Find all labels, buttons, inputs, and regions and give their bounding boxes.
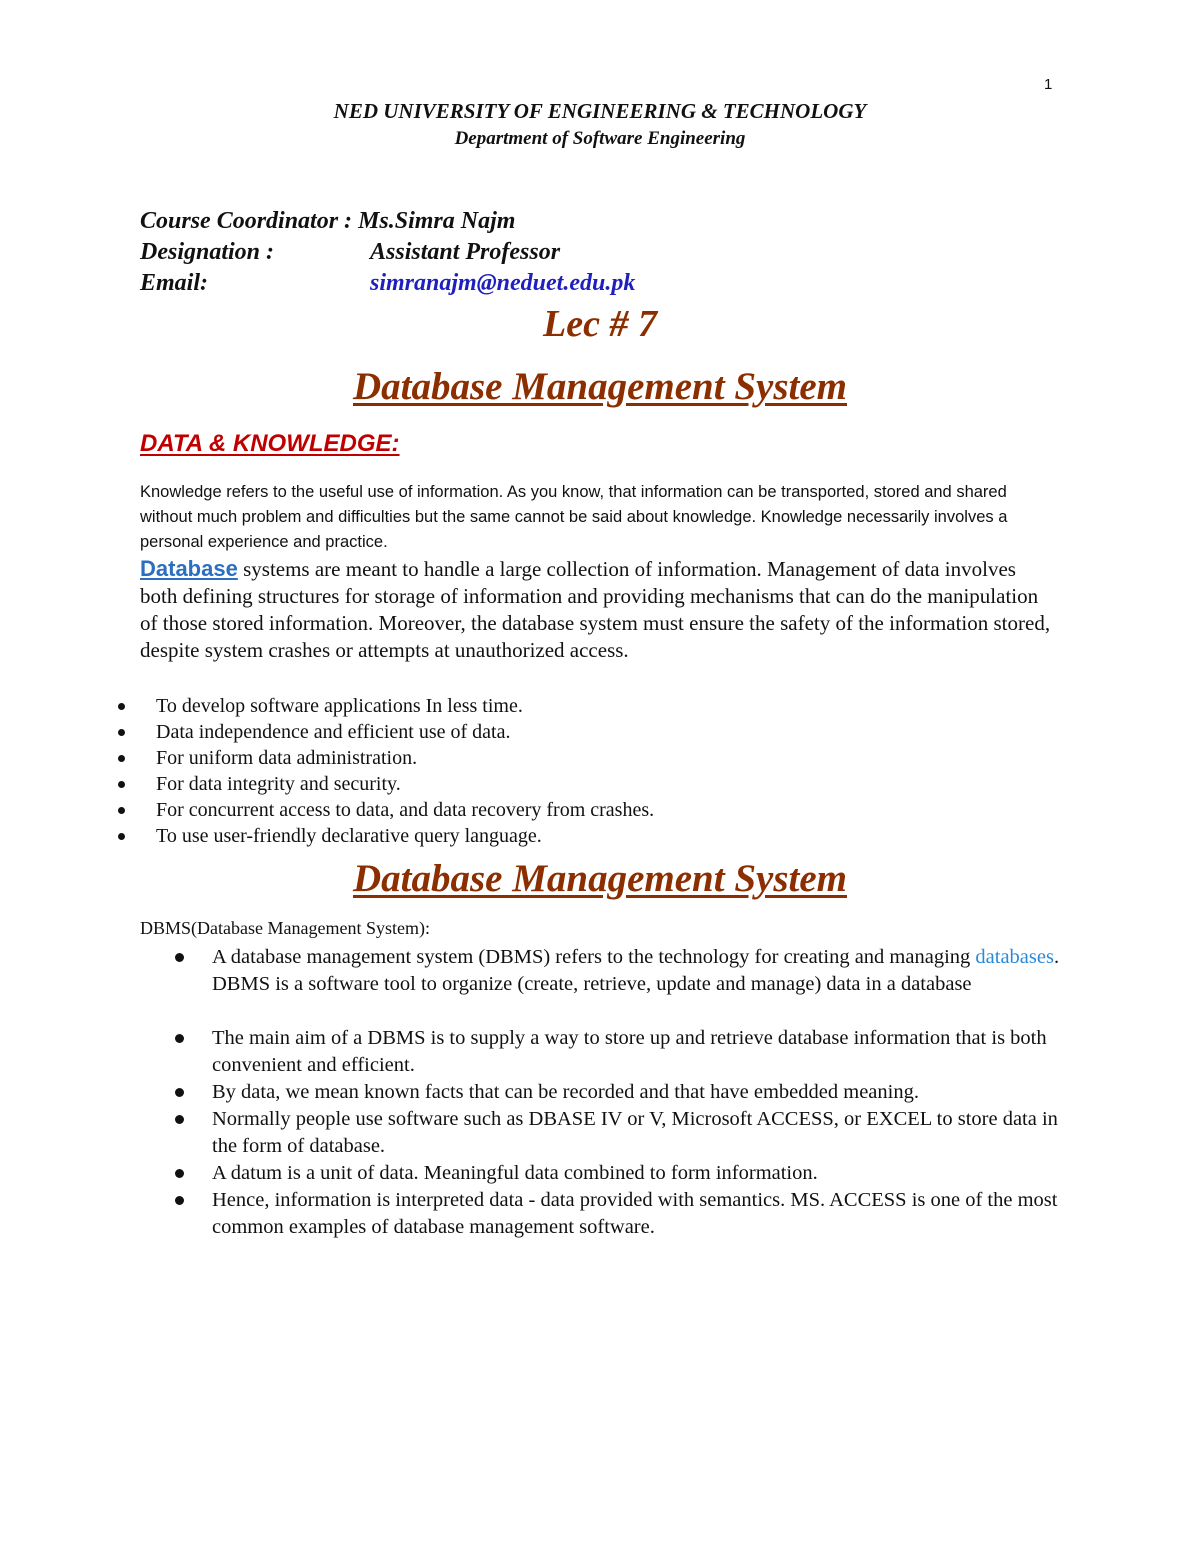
list-item: A datum is a unit of data. Meaningful data combined to form information. bbox=[173, 1160, 1063, 1187]
coordinator-row bbox=[140, 208, 515, 235]
list-item: For uniform data administration. bbox=[116, 745, 1056, 771]
list-item: Data independence and efficient use of data. bbox=[116, 719, 1056, 745]
coordinator-label: Course Coordinator : bbox=[140, 208, 353, 234]
designation-row bbox=[140, 239, 561, 266]
bullet-icon bbox=[118, 833, 125, 840]
department-name: Department of Software Engineering bbox=[454, 128, 746, 149]
list-item: To use user-friendly declarative query language. bbox=[116, 823, 1056, 849]
database-link[interactable]: Database bbox=[140, 556, 238, 581]
designation-label: Designation : bbox=[140, 239, 275, 265]
list-item: For concurrent access to data, and data recovery from crashes. bbox=[116, 797, 1056, 823]
bullet-icon bbox=[118, 781, 125, 788]
databases-link[interactable]: databases bbox=[975, 946, 1054, 968]
bullet-icon bbox=[175, 1034, 184, 1043]
bullet-icon bbox=[175, 1196, 184, 1205]
list-item: By data, we mean known facts that can be recorded and that have embedded meaning. bbox=[173, 1079, 1063, 1106]
section-heading: DATA & KNOWLEDGE: bbox=[140, 430, 400, 457]
bullet-icon bbox=[175, 1169, 184, 1178]
page-number: 1 bbox=[1044, 76, 1053, 93]
list-item: Normally people use software such as DBASE IV or V, Microsoft ACCESS, or EXCEL to store data in the form of database. bbox=[173, 1106, 1063, 1160]
dbms-list bbox=[173, 944, 1063, 1241]
university-name: NED UNIVERSITY OF ENGINEERING & TECHNOLOGY bbox=[333, 99, 867, 123]
coordinator-value: Ms.Simra Najm bbox=[358, 208, 516, 234]
second-heading: Database Management System bbox=[353, 857, 847, 900]
list-item: For data integrity and security. bbox=[116, 771, 1056, 797]
bullet-icon bbox=[175, 1115, 184, 1124]
designation-value: Assistant Professor bbox=[370, 239, 561, 265]
email-row bbox=[140, 270, 636, 297]
knowledge-paragraph: Knowledge refers to the useful use of information. As you know, that information can be transported, stored and shared without much problem and difficulties but the same cannot be said about knowledge. Knowledge necessarily involves a personal experience and practice. bbox=[140, 483, 1008, 551]
purpose-list bbox=[116, 693, 1056, 849]
main-heading: Database Management System bbox=[353, 365, 847, 408]
list-item: The main aim of a DBMS is to supply a way to store up and retrieve database information that is both convenient and efficient. bbox=[173, 1025, 1063, 1079]
bullet-icon bbox=[118, 729, 125, 736]
email-link[interactable]: simranajm@neduet.edu.pk bbox=[370, 270, 636, 296]
bullet-icon bbox=[175, 1088, 184, 1097]
dbms-label: DBMS(Database Management System): bbox=[140, 918, 430, 938]
database-paragraph-text: systems are meant to handle a large collection of information. Management of data involves both defining structures for storage of information and providing mechanisms that can do the manipulation of those stored information. Moreover, the database system must ensure the safety of the information stored, despite system crashes or attempts at unauthorized access. bbox=[140, 557, 1051, 662]
email-label: Email: bbox=[140, 270, 209, 296]
database-paragraph bbox=[140, 555, 1055, 664]
bullet-icon bbox=[118, 703, 125, 710]
bullet-icon bbox=[118, 807, 125, 814]
bullet-icon bbox=[175, 953, 184, 962]
list-item: To develop software applications In less time. bbox=[116, 693, 1056, 719]
bullet-icon bbox=[118, 755, 125, 762]
list-item: A database management system (DBMS) refers to the technology for creating and managing databases. DBMS is a software tool to organize (create, retrieve, update and manage) data in a database bbox=[173, 944, 1063, 998]
list-item: Hence, information is interpreted data - data provided with semantics. MS. ACCESS is one of the most common examples of database management software. bbox=[173, 1187, 1063, 1241]
lecture-title: Lec # 7 bbox=[543, 303, 657, 345]
